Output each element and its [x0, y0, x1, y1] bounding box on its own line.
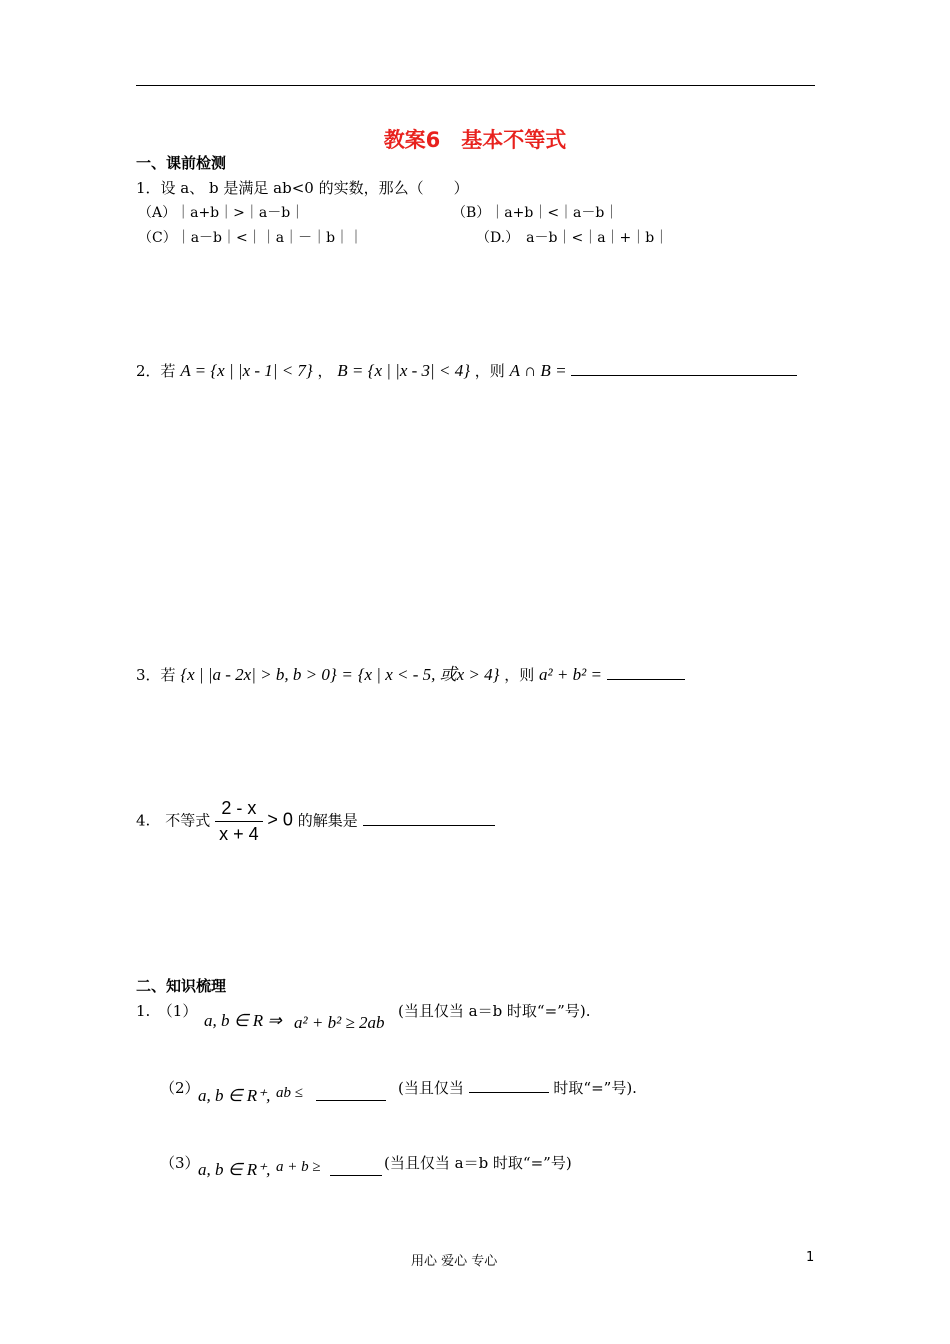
q2-comma: ， — [317, 362, 333, 380]
item2-label: （2） — [160, 1079, 200, 1097]
item1-premise: a, b ∈ R ⇒ — [204, 1011, 282, 1030]
q2-answer-blank — [571, 361, 797, 376]
item2-blank-2 — [469, 1078, 549, 1093]
q2-then: ，则 — [474, 362, 505, 380]
q4-answer-blank — [363, 811, 495, 826]
q3-then: ，则 — [504, 666, 535, 684]
header-rule — [136, 85, 815, 86]
item3-note: (当且仅当 a＝b 时取“=”号) — [384, 1154, 572, 1172]
q1-option-c: （C）｜a－b｜<｜｜a｜－｜b｜｜ — [138, 230, 364, 246]
q3-answer-blank — [607, 665, 685, 680]
q1-stem: 1．设 a、 b 是满足 ab<0 的实数，那么（ ） — [136, 179, 469, 197]
q3-set-1: {x | |a - 2x| > b, b > 0} — [180, 665, 337, 684]
q1-option-a: （A）｜a+b｜>｜a－b｜ — [138, 205, 305, 221]
item3-formula: a + b ≥ — [276, 1159, 321, 1175]
page-number: 1 — [806, 1250, 815, 1265]
page-title: 教案6 基本不等式 — [383, 128, 567, 152]
item2-blank-1 — [316, 1086, 386, 1101]
q3-set-2: {x | x < - 5, 或x > 4} — [357, 665, 500, 684]
section-heading-pretest: 一、课前检测 — [136, 154, 227, 172]
q2-result-label: A ∩ B = — [509, 361, 567, 380]
item2-note-a: (当且仅当 — [398, 1079, 464, 1097]
q4-denominator: x + 4 — [219, 824, 259, 844]
item1-formula: a² + b² ≥ 2ab — [294, 1013, 385, 1032]
q2-set-b: B = {x | |x - 3| < 4} — [337, 361, 470, 380]
item2-premise: a, b ∈ R⁺, — [198, 1086, 271, 1105]
q2-prefix: 2．若 — [136, 362, 176, 380]
item3-label: （3） — [160, 1154, 200, 1172]
q3-prefix: 3．若 — [136, 666, 176, 684]
q1-option-b: （B）｜a+b｜<｜a－b｜ — [452, 205, 619, 221]
item1-note: (当且仅当 a＝b 时取“=”号). — [398, 1002, 591, 1020]
item3-blank — [330, 1161, 382, 1176]
q4-line — [136, 798, 495, 845]
section-heading-review: 二、知识梳理 — [136, 977, 227, 995]
item2-formula: ab ≤ — [276, 1085, 303, 1101]
q2-line — [136, 360, 797, 381]
q4-suffix: 的解集是 — [297, 811, 358, 830]
item3-premise: a, b ∈ R⁺, — [198, 1160, 271, 1179]
q4-prefix: 4. 不等式 — [136, 811, 211, 830]
item1-label: 1. （1） — [136, 1002, 198, 1020]
q1-option-d: （D.） a－b｜<｜a｜+｜b｜ — [476, 230, 669, 246]
item2-note-b: 时取“=”号). — [553, 1079, 637, 1097]
q2-set-a: A = {x | |x - 1| < 7} — [180, 361, 313, 380]
q3-result-label: a² + b² = — [539, 665, 602, 684]
q3-line — [136, 660, 685, 685]
q3-equals: = — [341, 665, 353, 684]
q4-numerator: 2 - x — [215, 798, 263, 822]
item2-note — [398, 1077, 637, 1098]
q4-inequality: > 0 — [267, 809, 293, 830]
footer-motto: 用心 爱心 专心 — [411, 1254, 498, 1269]
q4-fraction — [215, 798, 263, 845]
